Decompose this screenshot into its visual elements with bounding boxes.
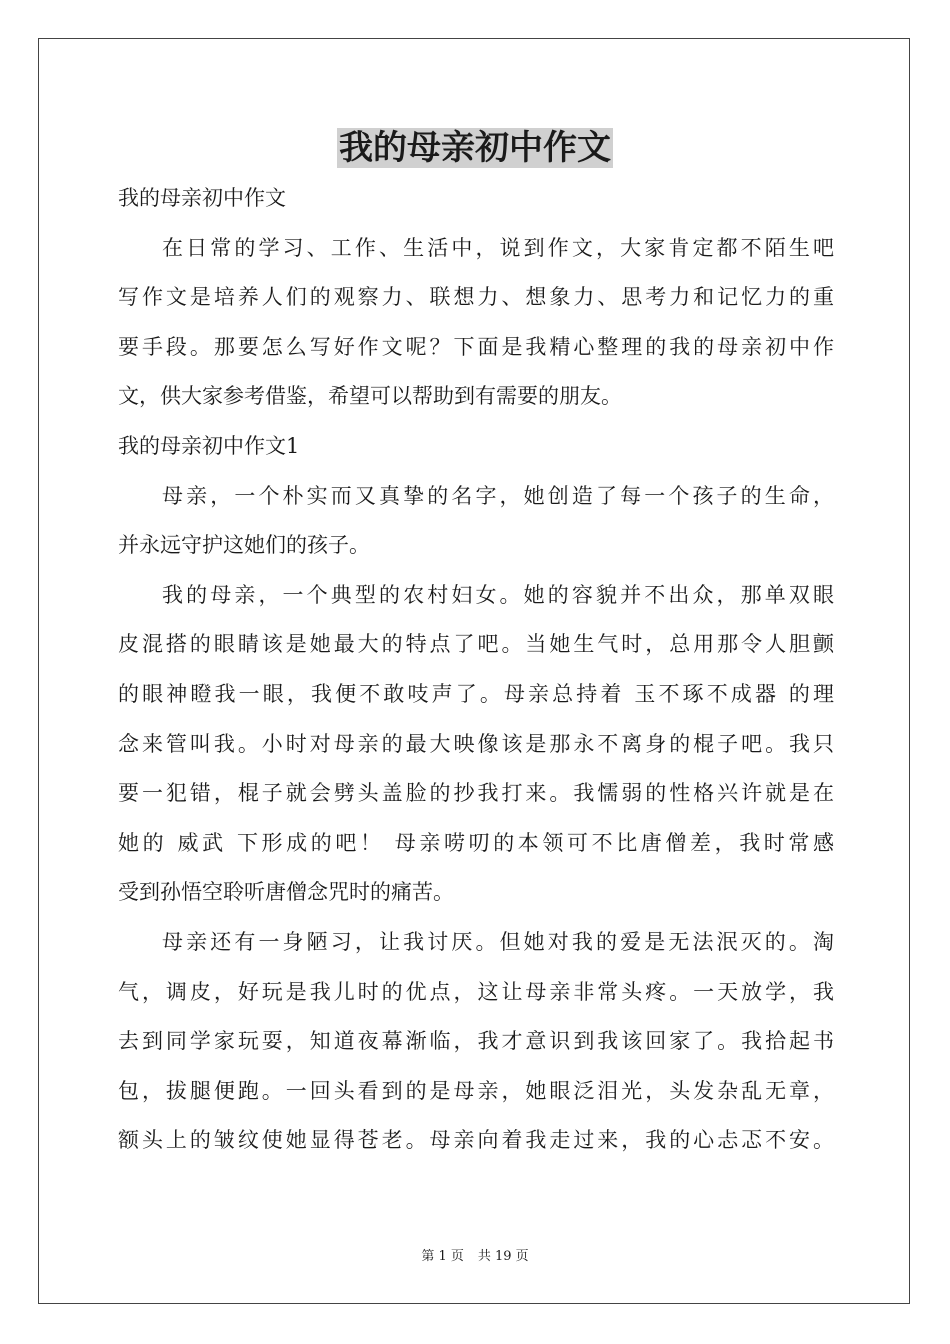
text-line: 在日常的学习、工作、生活中，说到作文，大家肯定都不陌生吧 xyxy=(162,235,834,260)
text-line: 我的母亲初中作文 xyxy=(118,186,286,210)
total-pages: 共 19 页 xyxy=(477,1249,529,1264)
text-line: 文，供大家参考借鉴，希望可以帮助到有需要的朋友。 xyxy=(118,384,622,409)
text-line: 的眼神瞪我一眼，我便不敢吱声了。母亲总持着 玉不琢不成器 的理 xyxy=(118,681,834,706)
text-line: 母亲还有一身陋习，让我讨厌。但她对我的爱是无法泯灭的。淘 xyxy=(162,929,834,954)
text-line: 母亲，一个朴实而又真挚的名字，她创造了每一个孩子的生命， xyxy=(162,483,834,508)
page-footer xyxy=(0,1248,950,1266)
text-line: 皮混搭的眼睛该是她最大的特点了吧。当她生气时，总用那令人胆颤 xyxy=(118,632,834,657)
text-line: 要手段。那要怎么写好作文呢？下面是我精心整理的我的母亲初中作 xyxy=(118,334,834,359)
text-line: 我的母亲，一个典型的农村妇女。她的容貌并不出众，那单双眼 xyxy=(162,582,834,607)
text-line: 受到孙悟空聆听唐僧念咒时的痛苦。 xyxy=(118,880,454,905)
document-title-text: 我的母亲初中作文 xyxy=(339,128,611,168)
text-line: 额头上的皱纹使她显得苍老。母亲向着我走过来，我的心忐忑不安。 xyxy=(118,1128,834,1153)
document-title xyxy=(0,126,950,170)
text-line: 她的 威武 下形成的吧！ 母亲唠叨的本领可不比唐僧差，我时常感 xyxy=(118,830,834,855)
document-body xyxy=(118,174,834,1166)
text-line: 写作文是培养人们的观察力、联想力、想象力、思考力和记忆力的重 xyxy=(118,285,834,310)
page-number: 第 1 页 xyxy=(421,1249,464,1264)
text-line: 念来管叫我。小时对母亲的最大映像该是那永不离身的棍子吧。我只 xyxy=(118,731,834,756)
text-line: 气，调皮，好玩是我儿时的优点，这让母亲非常头疼。一天放学，我 xyxy=(118,979,834,1004)
text-line: 并永远守护这她们的孩子。 xyxy=(118,533,370,558)
text-line: 包，拔腿便跑。一回头看到的是母亲，她眼泛泪光，头发杂乱无章， xyxy=(118,1078,834,1103)
text-line: 我的母亲初中作文1 xyxy=(118,433,300,458)
text-line: 要一犯错，棍子就会劈头盖脸的抄我打来。我懦弱的性格兴许就是在 xyxy=(118,781,834,806)
text-line: 去到同学家玩耍，知道夜幕渐临，我才意识到我该回家了。我拾起书 xyxy=(118,1029,834,1054)
